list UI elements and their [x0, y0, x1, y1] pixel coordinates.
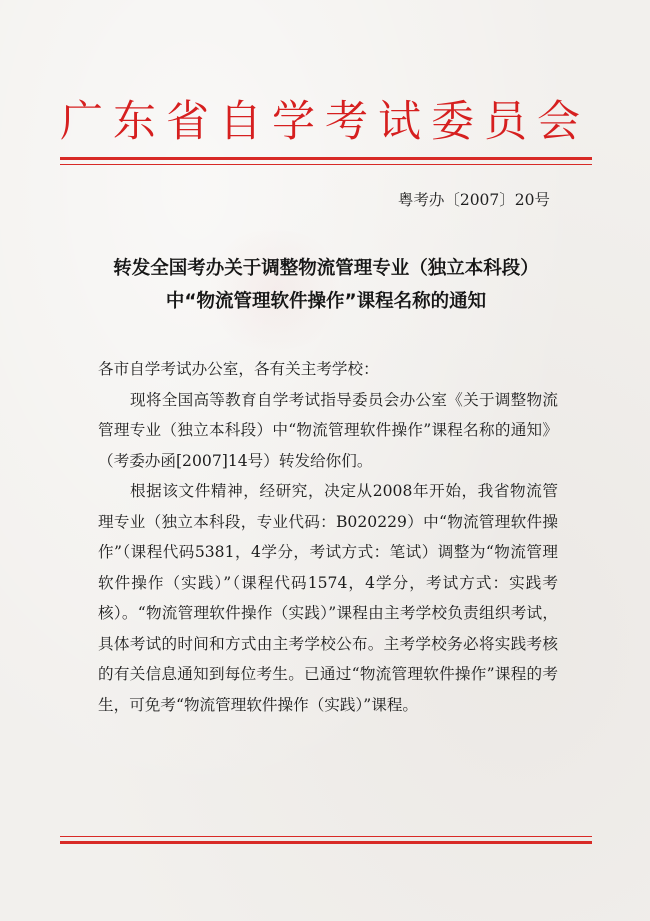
footer-rule-thick — [60, 841, 592, 844]
header-rule-thick — [60, 157, 592, 160]
org-header-title: 广东省自学考试委员会 — [60, 97, 590, 147]
subject-line-1: 转发全国考办关于调整物流管理专业（独立本科段） — [113, 258, 539, 279]
salutation: 各市自学考试办公室，各有关主考学校： — [98, 360, 379, 378]
body-paragraph-2: 根据该文件精神，经研究，决定从2008年开始，我省物流管理专业（独立本科段，专业代码：B020229）中“物流管理软件操作”（课程代码5381，4学分，考试方式：笔试）调整为“物流管理软件操作（实践）”（课程代码1574，4学分，考试方式：实践考核）。“物流管理软件操作（实践）”课程由主考学校负责组织考试，具体考试的时间和方式由主考学校公布。主考学校务必将实践考核的有关信息通知到每位考生。已通过“物流管理软件操作”课程的考生，可免考“物流管理软件操作（实践）”课程。 — [98, 482, 558, 714]
document-number: 粤考办〔2007〕20号 — [397, 191, 550, 209]
body-paragraph-1: 现将全国高等教育自学考试指导委员会办公室《关于调整物流管理专业（独立本科段）中“物流管理软件操作”课程名称的通知》（考委办函[2007]14号）转发给你们。 — [98, 390, 558, 470]
footer-rule-thin — [60, 836, 592, 837]
header-rule-thin — [60, 164, 592, 165]
subject-line-2: 中“物流管理软件操作”课程名称的通知 — [165, 291, 487, 312]
body-text — [98, 354, 558, 720]
